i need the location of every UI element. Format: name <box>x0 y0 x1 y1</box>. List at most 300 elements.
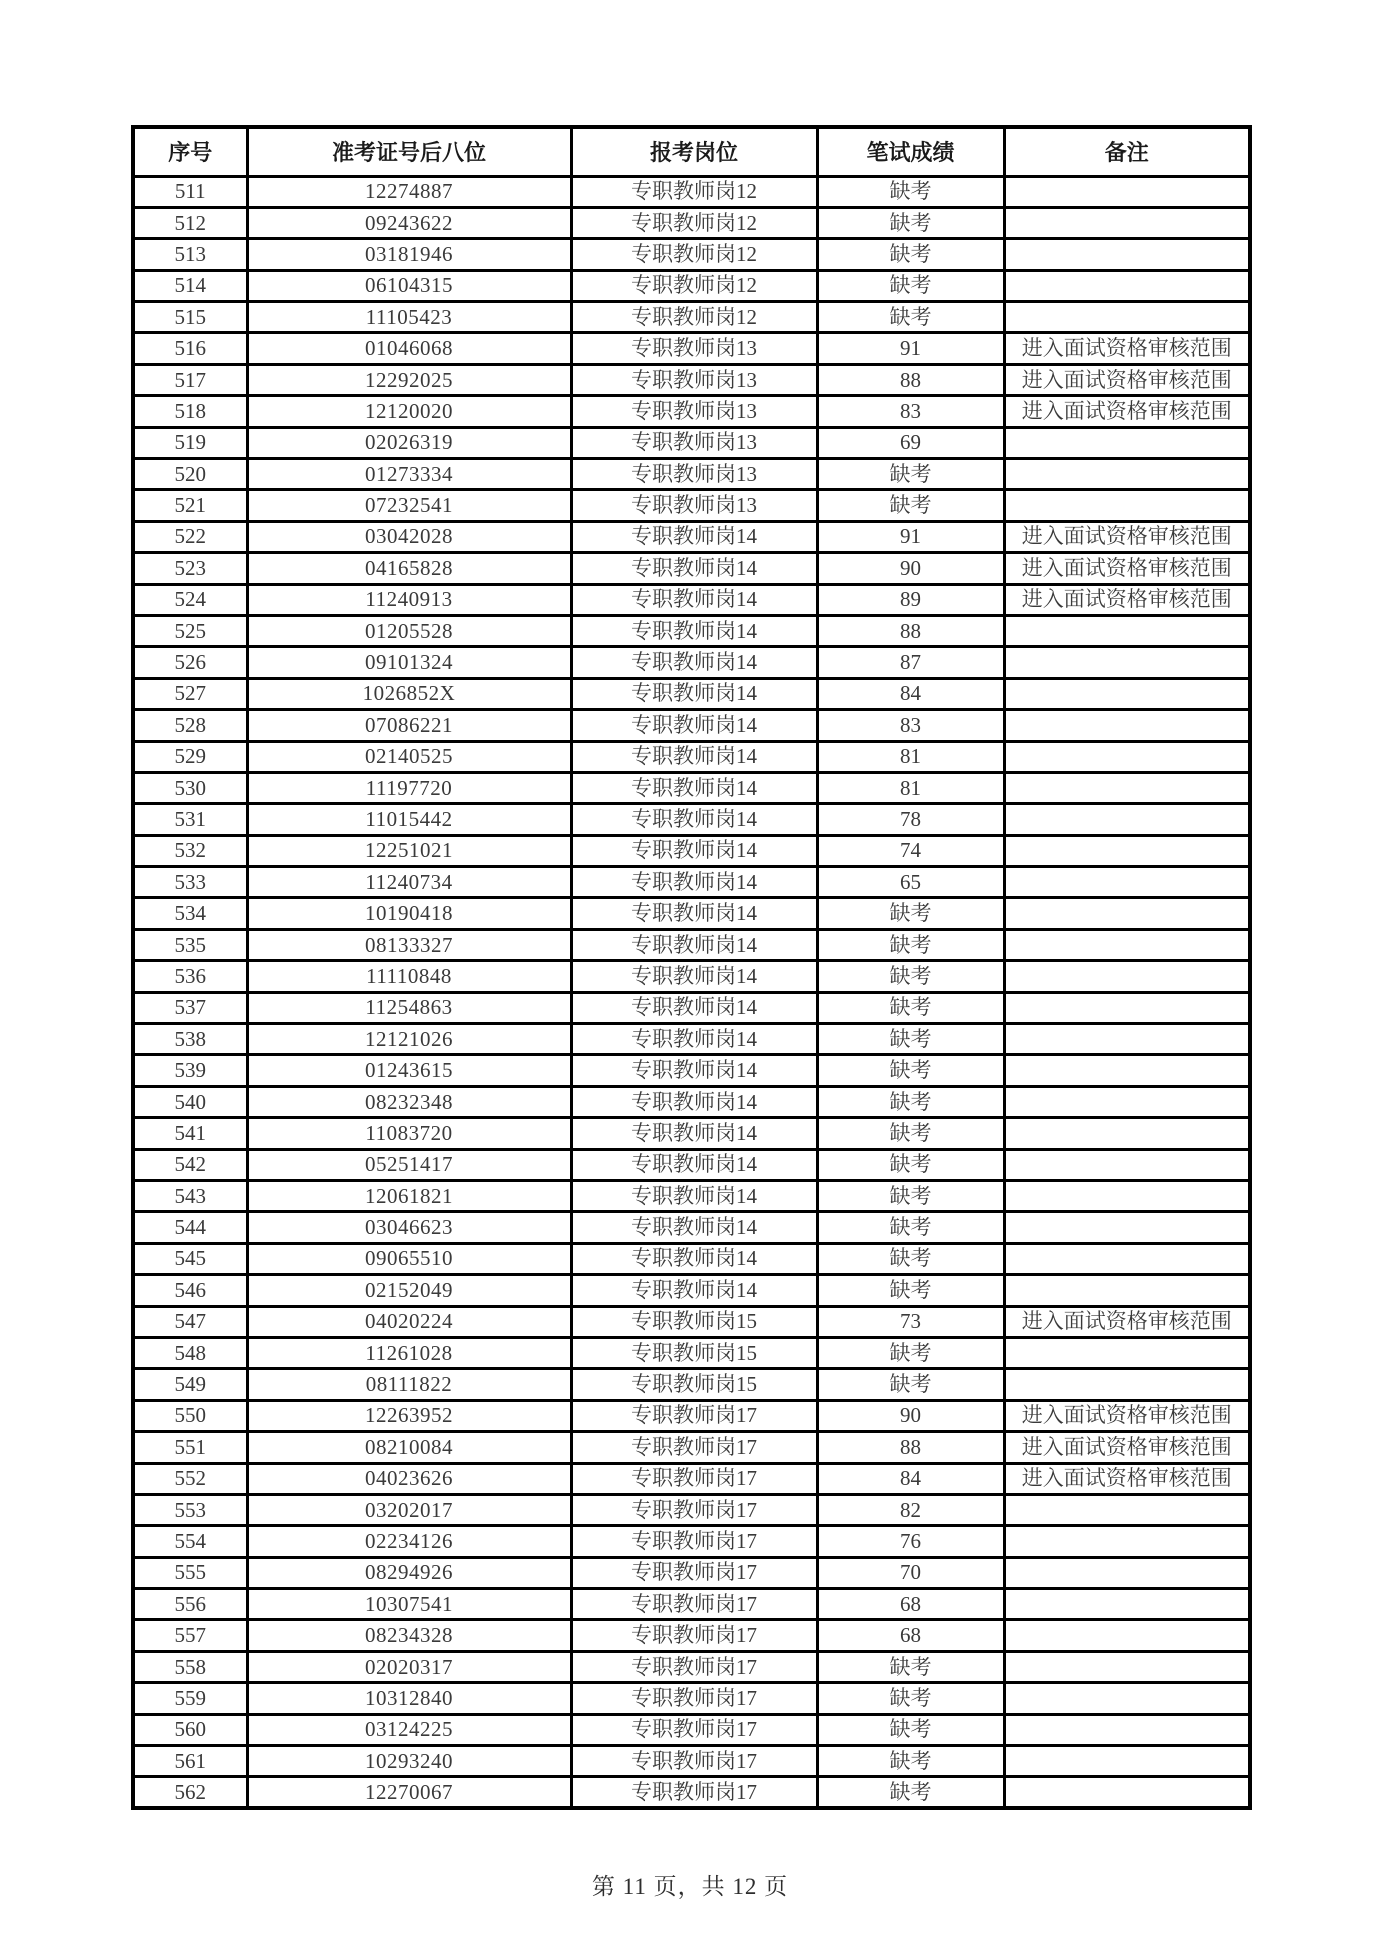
ticket-cell: 03124225 <box>247 1714 571 1745</box>
remark-cell <box>1004 1181 1250 1212</box>
seq-cell: 543 <box>133 1181 247 1212</box>
score-cell: 缺考 <box>817 1746 1004 1777</box>
remark-cell <box>1004 1055 1250 1086</box>
remark-cell <box>1004 1149 1250 1180</box>
score-cell: 81 <box>817 772 1004 803</box>
position-cell: 专职教师岗13 <box>571 459 817 490</box>
results-table-container <box>131 125 1248 1810</box>
seq-cell: 522 <box>133 521 247 552</box>
position-cell: 专职教师岗15 <box>571 1337 817 1368</box>
seq-cell: 546 <box>133 1275 247 1306</box>
score-cell: 68 <box>817 1589 1004 1620</box>
score-cell: 缺考 <box>817 1024 1004 1055</box>
ticket-cell: 08111822 <box>247 1369 571 1400</box>
table-row <box>133 1181 1250 1212</box>
score-cell: 88 <box>817 364 1004 395</box>
position-cell: 专职教师岗17 <box>571 1746 817 1777</box>
position-cell: 专职教师岗13 <box>571 396 817 427</box>
remark-cell <box>1004 1369 1250 1400</box>
table-row <box>133 741 1250 772</box>
ticket-cell: 10312840 <box>247 1683 571 1714</box>
ticket-cell: 09065510 <box>247 1243 571 1274</box>
seq-cell: 530 <box>133 772 247 803</box>
seq-cell: 539 <box>133 1055 247 1086</box>
position-cell: 专职教师岗17 <box>571 1620 817 1651</box>
remark-cell <box>1004 1526 1250 1557</box>
ticket-cell: 01205528 <box>247 615 571 646</box>
table-row <box>133 1243 1250 1274</box>
ticket-cell: 1026852X <box>247 678 571 709</box>
ticket-cell: 03202017 <box>247 1494 571 1525</box>
score-cell: 缺考 <box>817 270 1004 301</box>
score-cell: 缺考 <box>817 1086 1004 1117</box>
remark-cell <box>1004 898 1250 929</box>
position-cell: 专职教师岗14 <box>571 1118 817 1149</box>
position-cell: 专职教师岗17 <box>571 1714 817 1745</box>
table-row <box>133 1683 1250 1714</box>
position-cell: 专职教师岗12 <box>571 239 817 270</box>
ticket-cell: 12263952 <box>247 1400 571 1431</box>
remark-cell <box>1004 1212 1250 1243</box>
position-cell: 专职教师岗12 <box>571 302 817 333</box>
position-cell: 专职教师岗17 <box>571 1557 817 1588</box>
table-row <box>133 333 1250 364</box>
score-cell: 88 <box>817 615 1004 646</box>
ticket-cell: 11240734 <box>247 867 571 898</box>
table-row <box>133 772 1250 803</box>
position-cell: 专职教师岗14 <box>571 772 817 803</box>
score-cell: 缺考 <box>817 1683 1004 1714</box>
seq-cell: 549 <box>133 1369 247 1400</box>
seq-cell: 514 <box>133 270 247 301</box>
position-cell: 专职教师岗17 <box>571 1463 817 1494</box>
seq-cell: 562 <box>133 1777 247 1808</box>
remark-cell <box>1004 207 1250 238</box>
ticket-cell: 12120020 <box>247 396 571 427</box>
position-cell: 专职教师岗14 <box>571 1024 817 1055</box>
table-row <box>133 835 1250 866</box>
remark-cell <box>1004 1714 1250 1745</box>
remark-cell <box>1004 1494 1250 1525</box>
position-cell: 专职教师岗14 <box>571 1181 817 1212</box>
ticket-cell: 08294926 <box>247 1557 571 1588</box>
table-row <box>133 1212 1250 1243</box>
position-cell: 专职教师岗14 <box>571 1055 817 1086</box>
table-row <box>133 584 1250 615</box>
ticket-cell: 05251417 <box>247 1149 571 1180</box>
table-row <box>133 1275 1250 1306</box>
ticket-cell: 01243615 <box>247 1055 571 1086</box>
position-cell: 专职教师岗17 <box>571 1777 817 1808</box>
table-row <box>133 1589 1250 1620</box>
score-cell: 78 <box>817 804 1004 835</box>
position-cell: 专职教师岗14 <box>571 678 817 709</box>
remark-cell: 进入面试资格审核范围 <box>1004 1432 1250 1463</box>
ticket-cell: 08232348 <box>247 1086 571 1117</box>
remark-cell <box>1004 1746 1250 1777</box>
seq-cell: 551 <box>133 1432 247 1463</box>
ticket-cell: 12061821 <box>247 1181 571 1212</box>
remark-cell <box>1004 490 1250 521</box>
remark-cell <box>1004 867 1250 898</box>
table-row <box>133 459 1250 490</box>
position-cell: 专职教师岗14 <box>571 898 817 929</box>
table-row <box>133 396 1250 427</box>
ticket-cell: 12251021 <box>247 835 571 866</box>
position-cell: 专职教师岗17 <box>571 1526 817 1557</box>
table-row <box>133 1306 1250 1337</box>
seq-cell: 555 <box>133 1557 247 1588</box>
table-row <box>133 1369 1250 1400</box>
table-row <box>133 1118 1250 1149</box>
ticket-cell: 09101324 <box>247 647 571 678</box>
remark-cell <box>1004 992 1250 1023</box>
results-table <box>131 125 1252 1810</box>
table-row <box>133 1557 1250 1588</box>
ticket-cell: 10190418 <box>247 898 571 929</box>
position-cell: 专职教师岗14 <box>571 710 817 741</box>
seq-cell: 552 <box>133 1463 247 1494</box>
header-ticket: 准考证号后八位 <box>247 127 571 176</box>
position-cell: 专职教师岗14 <box>571 553 817 584</box>
remark-cell <box>1004 615 1250 646</box>
table-row <box>133 1494 1250 1525</box>
table-row <box>133 1620 1250 1651</box>
seq-cell: 540 <box>133 1086 247 1117</box>
seq-cell: 561 <box>133 1746 247 1777</box>
score-cell: 76 <box>817 1526 1004 1557</box>
remark-cell <box>1004 1683 1250 1714</box>
seq-cell: 538 <box>133 1024 247 1055</box>
remark-cell <box>1004 710 1250 741</box>
seq-cell: 558 <box>133 1651 247 1682</box>
score-cell: 84 <box>817 1463 1004 1494</box>
ticket-cell: 11110848 <box>247 961 571 992</box>
score-cell: 缺考 <box>817 1275 1004 1306</box>
ticket-cell: 01046068 <box>247 333 571 364</box>
remark-cell <box>1004 239 1250 270</box>
seq-cell: 533 <box>133 867 247 898</box>
seq-cell: 556 <box>133 1589 247 1620</box>
table-row <box>133 1526 1250 1557</box>
seq-cell: 548 <box>133 1337 247 1368</box>
score-cell: 90 <box>817 1400 1004 1431</box>
remark-cell <box>1004 835 1250 866</box>
seq-cell: 532 <box>133 835 247 866</box>
score-cell: 缺考 <box>817 1777 1004 1808</box>
score-cell: 74 <box>817 835 1004 866</box>
ticket-cell: 07086221 <box>247 710 571 741</box>
position-cell: 专职教师岗13 <box>571 490 817 521</box>
ticket-cell: 02152049 <box>247 1275 571 1306</box>
ticket-cell: 11254863 <box>247 992 571 1023</box>
remark-cell <box>1004 1589 1250 1620</box>
score-cell: 缺考 <box>817 207 1004 238</box>
seq-cell: 511 <box>133 176 247 207</box>
table-row <box>133 490 1250 521</box>
ticket-cell: 11083720 <box>247 1118 571 1149</box>
ticket-cell: 03046623 <box>247 1212 571 1243</box>
score-cell: 81 <box>817 741 1004 772</box>
position-cell: 专职教师岗14 <box>571 1212 817 1243</box>
remark-cell <box>1004 647 1250 678</box>
position-cell: 专职教师岗13 <box>571 427 817 458</box>
table-row <box>133 270 1250 301</box>
ticket-cell: 03181946 <box>247 239 571 270</box>
seq-cell: 541 <box>133 1118 247 1149</box>
seq-cell: 519 <box>133 427 247 458</box>
remark-cell <box>1004 1086 1250 1117</box>
ticket-cell: 12121026 <box>247 1024 571 1055</box>
table-row <box>133 239 1250 270</box>
remark-cell: 进入面试资格审核范围 <box>1004 1400 1250 1431</box>
score-cell: 缺考 <box>817 1118 1004 1149</box>
remark-cell <box>1004 929 1250 960</box>
seq-cell: 513 <box>133 239 247 270</box>
table-row <box>133 647 1250 678</box>
table-row <box>133 1024 1250 1055</box>
remark-cell: 进入面试资格审核范围 <box>1004 584 1250 615</box>
position-cell: 专职教师岗14 <box>571 867 817 898</box>
ticket-cell: 02020317 <box>247 1651 571 1682</box>
score-cell: 缺考 <box>817 1243 1004 1274</box>
seq-cell: 520 <box>133 459 247 490</box>
ticket-cell: 06104315 <box>247 270 571 301</box>
score-cell: 83 <box>817 396 1004 427</box>
seq-cell: 524 <box>133 584 247 615</box>
seq-cell: 554 <box>133 1526 247 1557</box>
remark-cell: 进入面试资格审核范围 <box>1004 1306 1250 1337</box>
score-cell: 87 <box>817 647 1004 678</box>
header-position: 报考岗位 <box>571 127 817 176</box>
position-cell: 专职教师岗17 <box>571 1494 817 1525</box>
remark-cell <box>1004 1243 1250 1274</box>
score-cell: 70 <box>817 1557 1004 1588</box>
score-cell: 缺考 <box>817 1714 1004 1745</box>
seq-cell: 553 <box>133 1494 247 1525</box>
score-cell: 65 <box>817 867 1004 898</box>
table-row <box>133 207 1250 238</box>
score-cell: 缺考 <box>817 961 1004 992</box>
score-cell: 缺考 <box>817 1055 1004 1086</box>
seq-cell: 536 <box>133 961 247 992</box>
ticket-cell: 08210084 <box>247 1432 571 1463</box>
seq-cell: 537 <box>133 992 247 1023</box>
position-cell: 专职教师岗14 <box>571 584 817 615</box>
score-cell: 90 <box>817 553 1004 584</box>
table-row <box>133 1746 1250 1777</box>
header-score: 笔试成绩 <box>817 127 1004 176</box>
score-cell: 73 <box>817 1306 1004 1337</box>
remark-cell: 进入面试资格审核范围 <box>1004 1463 1250 1494</box>
position-cell: 专职教师岗14 <box>571 647 817 678</box>
table-row <box>133 176 1250 207</box>
ticket-cell: 07232541 <box>247 490 571 521</box>
ticket-cell: 02140525 <box>247 741 571 772</box>
table-row <box>133 427 1250 458</box>
table-row <box>133 1651 1250 1682</box>
score-cell: 缺考 <box>817 1212 1004 1243</box>
position-cell: 专职教师岗17 <box>571 1589 817 1620</box>
remark-cell <box>1004 1275 1250 1306</box>
table-row <box>133 992 1250 1023</box>
position-cell: 专职教师岗14 <box>571 929 817 960</box>
position-cell: 专职教师岗14 <box>571 1275 817 1306</box>
position-cell: 专职教师岗14 <box>571 615 817 646</box>
remark-cell <box>1004 270 1250 301</box>
seq-cell: 547 <box>133 1306 247 1337</box>
ticket-cell: 02026319 <box>247 427 571 458</box>
remark-cell: 进入面试资格审核范围 <box>1004 521 1250 552</box>
ticket-cell: 08234328 <box>247 1620 571 1651</box>
seq-cell: 517 <box>133 364 247 395</box>
table-row <box>133 1463 1250 1494</box>
seq-cell: 516 <box>133 333 247 364</box>
remark-cell: 进入面试资格审核范围 <box>1004 396 1250 427</box>
seq-cell: 544 <box>133 1212 247 1243</box>
remark-cell <box>1004 302 1250 333</box>
ticket-cell: 04023626 <box>247 1463 571 1494</box>
score-cell: 缺考 <box>817 929 1004 960</box>
position-cell: 专职教师岗14 <box>571 521 817 552</box>
score-cell: 缺考 <box>817 490 1004 521</box>
score-cell: 缺考 <box>817 992 1004 1023</box>
remark-cell <box>1004 1118 1250 1149</box>
position-cell: 专职教师岗12 <box>571 207 817 238</box>
position-cell: 专职教师岗17 <box>571 1651 817 1682</box>
score-cell: 68 <box>817 1620 1004 1651</box>
remark-cell <box>1004 1651 1250 1682</box>
position-cell: 专职教师岗14 <box>571 1149 817 1180</box>
score-cell: 缺考 <box>817 302 1004 333</box>
remark-cell <box>1004 678 1250 709</box>
score-cell: 84 <box>817 678 1004 709</box>
seq-cell: 515 <box>133 302 247 333</box>
header-remark: 备注 <box>1004 127 1250 176</box>
seq-cell: 529 <box>133 741 247 772</box>
seq-cell: 559 <box>133 1683 247 1714</box>
table-row <box>133 678 1250 709</box>
score-cell: 缺考 <box>817 239 1004 270</box>
remark-cell <box>1004 1337 1250 1368</box>
remark-cell <box>1004 427 1250 458</box>
table-row <box>133 929 1250 960</box>
seq-cell: 523 <box>133 553 247 584</box>
table-row <box>133 804 1250 835</box>
score-cell: 缺考 <box>817 176 1004 207</box>
ticket-cell: 03042028 <box>247 521 571 552</box>
ticket-cell: 12292025 <box>247 364 571 395</box>
position-cell: 专职教师岗14 <box>571 1086 817 1117</box>
score-cell: 缺考 <box>817 1651 1004 1682</box>
score-cell: 缺考 <box>817 459 1004 490</box>
seq-cell: 545 <box>133 1243 247 1274</box>
score-cell: 缺考 <box>817 898 1004 929</box>
score-cell: 83 <box>817 710 1004 741</box>
score-cell: 缺考 <box>817 1149 1004 1180</box>
remark-cell <box>1004 772 1250 803</box>
table-row <box>133 553 1250 584</box>
remark-cell <box>1004 176 1250 207</box>
position-cell: 专职教师岗15 <box>571 1369 817 1400</box>
ticket-cell: 09243622 <box>247 207 571 238</box>
table-row <box>133 1432 1250 1463</box>
position-cell: 专职教师岗14 <box>571 1243 817 1274</box>
position-cell: 专职教师岗14 <box>571 961 817 992</box>
seq-cell: 528 <box>133 710 247 741</box>
seq-cell: 526 <box>133 647 247 678</box>
table-row <box>133 1149 1250 1180</box>
seq-cell: 550 <box>133 1400 247 1431</box>
ticket-cell: 02234126 <box>247 1526 571 1557</box>
table-row <box>133 302 1250 333</box>
seq-cell: 512 <box>133 207 247 238</box>
position-cell: 专职教师岗12 <box>571 270 817 301</box>
position-cell: 专职教师岗14 <box>571 992 817 1023</box>
seq-cell: 535 <box>133 929 247 960</box>
ticket-cell: 11015442 <box>247 804 571 835</box>
table-row <box>133 710 1250 741</box>
header-seq: 序号 <box>133 127 247 176</box>
table-row <box>133 867 1250 898</box>
seq-cell: 527 <box>133 678 247 709</box>
position-cell: 专职教师岗17 <box>571 1432 817 1463</box>
ticket-cell: 11261028 <box>247 1337 571 1368</box>
ticket-cell: 01273334 <box>247 459 571 490</box>
table-row <box>133 364 1250 395</box>
table-body <box>133 176 1250 1808</box>
ticket-cell: 04165828 <box>247 553 571 584</box>
position-cell: 专职教师岗14 <box>571 835 817 866</box>
remark-cell: 进入面试资格审核范围 <box>1004 364 1250 395</box>
score-cell: 89 <box>817 584 1004 615</box>
position-cell: 专职教师岗17 <box>571 1683 817 1714</box>
position-cell: 专职教师岗12 <box>571 176 817 207</box>
ticket-cell: 11105423 <box>247 302 571 333</box>
score-cell: 88 <box>817 1432 1004 1463</box>
remark-cell <box>1004 804 1250 835</box>
seq-cell: 525 <box>133 615 247 646</box>
score-cell: 缺考 <box>817 1337 1004 1368</box>
remark-cell: 进入面试资格审核范围 <box>1004 333 1250 364</box>
seq-cell: 557 <box>133 1620 247 1651</box>
remark-cell <box>1004 459 1250 490</box>
score-cell: 82 <box>817 1494 1004 1525</box>
table-row <box>133 615 1250 646</box>
table-row <box>133 1777 1250 1808</box>
score-cell: 69 <box>817 427 1004 458</box>
position-cell: 专职教师岗17 <box>571 1400 817 1431</box>
remark-cell: 进入面试资格审核范围 <box>1004 553 1250 584</box>
score-cell: 缺考 <box>817 1181 1004 1212</box>
score-cell: 91 <box>817 521 1004 552</box>
remark-cell <box>1004 741 1250 772</box>
ticket-cell: 12274887 <box>247 176 571 207</box>
table-header-row <box>133 127 1250 176</box>
ticket-cell: 11197720 <box>247 772 571 803</box>
seq-cell: 560 <box>133 1714 247 1745</box>
remark-cell <box>1004 1777 1250 1808</box>
remark-cell <box>1004 1557 1250 1588</box>
ticket-cell: 10293240 <box>247 1746 571 1777</box>
position-cell: 专职教师岗14 <box>571 741 817 772</box>
remark-cell <box>1004 961 1250 992</box>
seq-cell: 542 <box>133 1149 247 1180</box>
seq-cell: 531 <box>133 804 247 835</box>
seq-cell: 521 <box>133 490 247 521</box>
position-cell: 专职教师岗14 <box>571 804 817 835</box>
position-cell: 专职教师岗13 <box>571 364 817 395</box>
